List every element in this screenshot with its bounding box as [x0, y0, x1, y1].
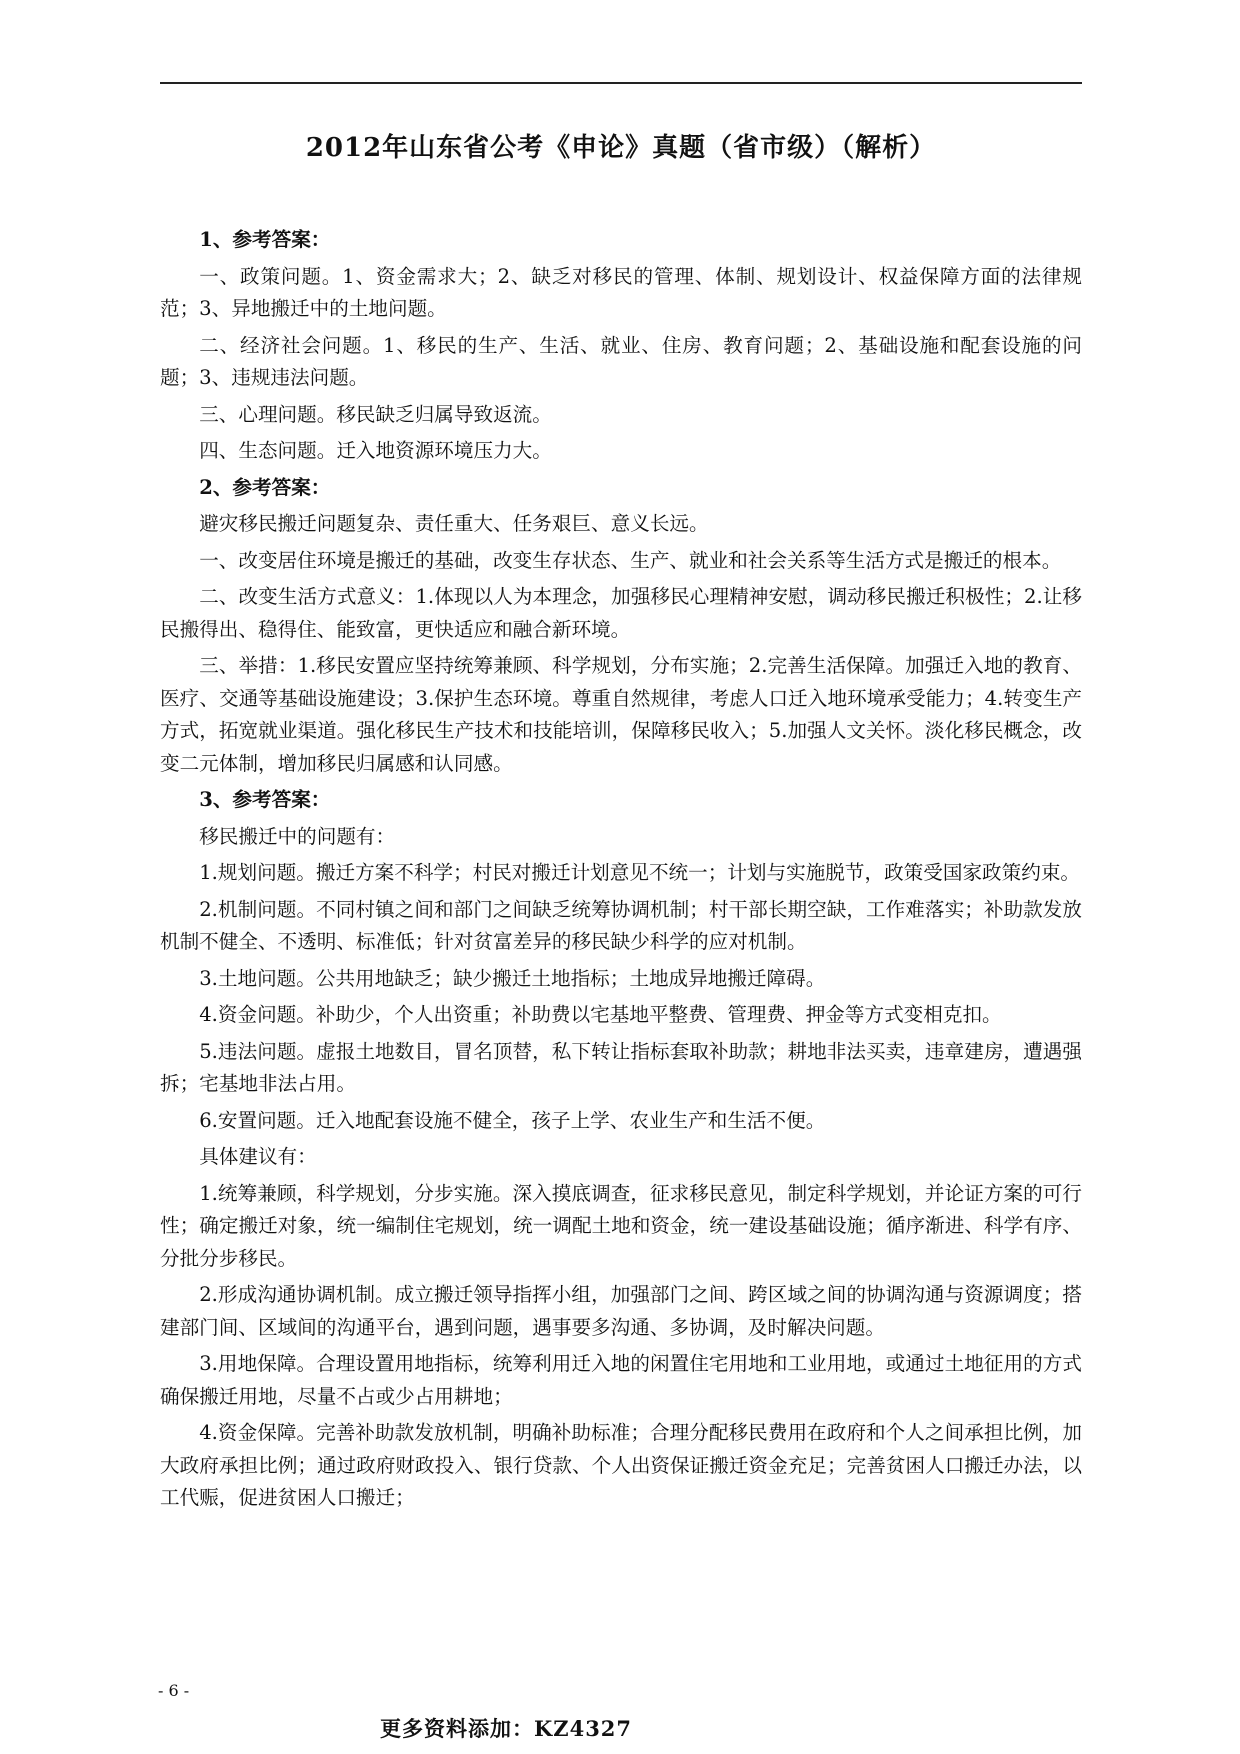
section-heading: 2、参考答案：: [199, 475, 331, 499]
body-paragraph: 4.资金保障。完善补助款发放机制，明确补助标准；合理分配移民费用在政府和个人之间承担比例，加大政府承担比例；通过政府财政投入、银行贷款、个人出资保证搬迁资金充足；完善贫困人口搬迁办法，以工代赈，促进贫困人口搬迁；: [160, 1421, 1082, 1509]
body-paragraph: 5.违法问题。虚报土地数目，冒名顶替，私下转让指标套取补助款；耕地非法买卖，违章建房，遭遇强拆；宅基地非法占用。: [160, 1039, 1082, 1095]
body-paragraph: 1.统筹兼顾，科学规划，分步实施。深入摸底调查，征求移民意见，制定科学规划，并论证方案的可行性；确定搬迁对象，统一编制住宅规划，统一调配土地和资金，统一建设基础设施；循序渐进、科学有序、分批分步移民。: [160, 1181, 1082, 1270]
header-rule: [160, 82, 1082, 84]
body-paragraph: 2.形成沟通协调机制。成立搬迁领导指挥小组，加强部门之间、跨区域之间的协调沟通与资源调度；搭建部门间、区域间的沟通平台，遇到问题，遇事要多沟通、多协调，及时解决问题。: [160, 1283, 1082, 1339]
body-paragraph: 避灾移民搬迁问题复杂、责任重大、任务艰巨、意义长远。: [199, 512, 709, 535]
body-paragraph: 三、心理问题。移民缺乏归属导致返流。: [199, 402, 552, 426]
body-paragraph: 一、改变居住环境是搬迁的基础，改变生存状态、生产、就业和社会关系等生活方式是搬迁的根本。: [199, 548, 1062, 572]
body-paragraph: 四、生态问题。迁入地资源环境压力大。: [199, 439, 552, 462]
footer-contact-note: 更多资料添加：KZ4327: [380, 1716, 633, 1741]
body-paragraph: 三、举措：1.移民安置应坚持统筹兼顾、科学规划，分布实施；2.完善生活保障。加强迁入地的教育、医疗、交通等基础设施建设；3.保护生态环境。尊重自然规律，考虑人口迁入地环境承受能力；4.转变生产方式，拓宽就业渠道。强化移民生产技术和技能培训，保障移民收入；5.加强人文关怀。淡化移民概念，改变二元体制，增加移民归属感和认同感。: [160, 654, 1082, 775]
body-paragraph: 二、改变生活方式意义：1.体现以人为本理念，加强移民心理精神安慰，调动移民搬迁积极性；2.让移民搬得出、稳得住、能致富，更快适应和融合新环境。: [160, 585, 1082, 641]
body-paragraph: 6.安置问题。迁入地配套设施不健全，孩子上学、农业生产和生活不便。: [199, 1108, 826, 1132]
body-paragraph: 移民搬迁中的问题有：: [199, 824, 396, 848]
body-paragraph: 2.机制问题。不同村镇之间和部门之间缺乏统筹协调机制；村干部长期空缺，工作难落实；补助款发放机制不健全、不透明、标准低；针对贫富差异的移民缺少科学的应对机制。: [160, 897, 1082, 953]
body-paragraph: 二、经济社会问题。1、移民的生产、生活、就业、住房、教育问题；2、基础设施和配套设施的问题；3、违规违法问题。: [160, 333, 1082, 389]
body-paragraph: 3.土地问题。公共用地缺乏；缺少搬迁土地指标；土地成异地搬迁障碍。: [199, 966, 826, 990]
body-paragraph: 具体建议有：: [199, 1145, 317, 1168]
page-number: - 6 -: [158, 1681, 190, 1700]
body-paragraph: 4.资金问题。补助少，个人出资重；补助费以宅基地平整费、管理费、押金等方式变相克扣。: [199, 1003, 1002, 1026]
body-paragraph: 1.规划问题。搬迁方案不科学；村民对搬迁计划意见不统一；计划与实施脱节，政策受国家政策约束。: [199, 861, 1081, 884]
document-title: 2012年山东省公考《申论》真题（省市级）（解析）: [305, 133, 937, 163]
body-paragraph: 3.用地保障。合理设置用地指标，统筹利用迁入地的闲置住宅用地和工业用地，或通过土地征用的方式确保搬迁用地，尽量不占或少占用耕地；: [160, 1352, 1082, 1408]
section-heading: 1、参考答案：: [199, 228, 331, 251]
document-body: [160, 224, 1082, 1519]
section-heading: 3、参考答案：: [199, 788, 331, 811]
body-paragraph: 一、政策问题。1、资金需求大；2、缺乏对移民的管理、体制、规划设计、权益保障方面的法律规范；3、异地搬迁中的土地问题。: [160, 264, 1082, 320]
